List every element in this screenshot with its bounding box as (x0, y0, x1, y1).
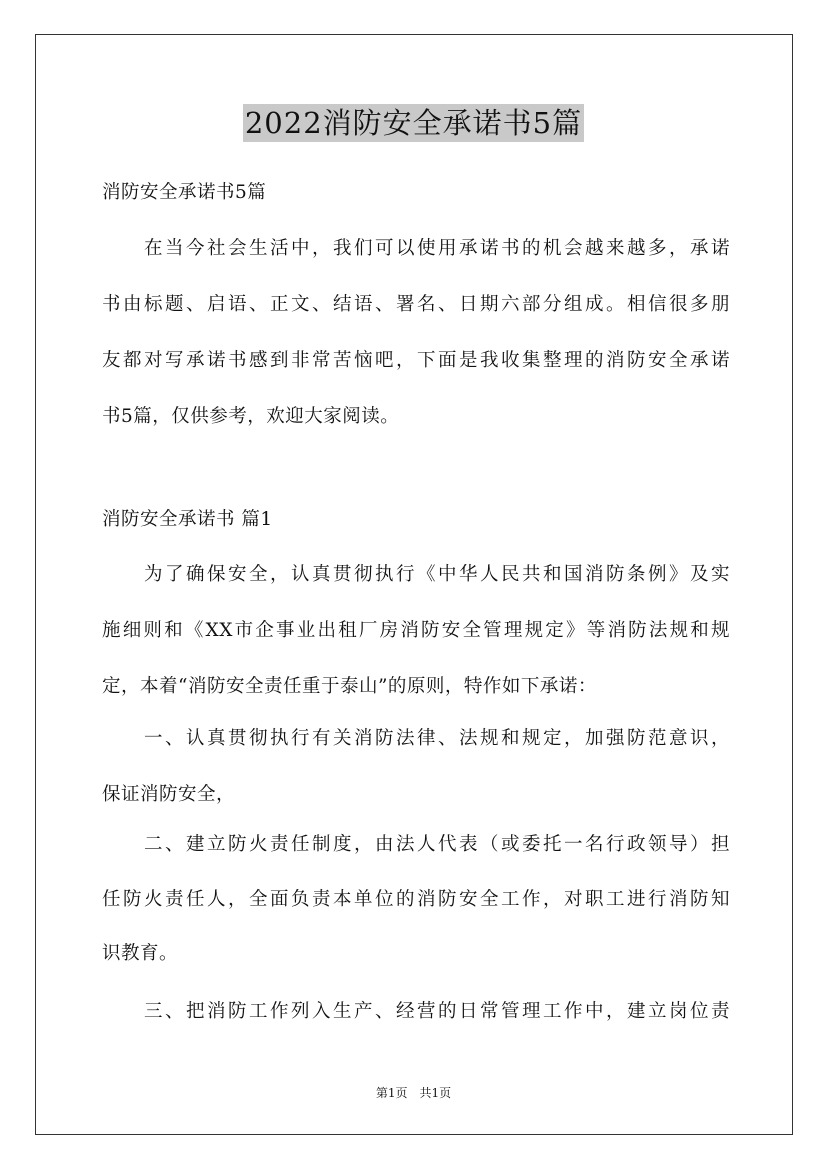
subheading: 消防安全承诺书5篇 (102, 182, 267, 203)
body-line: 为了确保安全，认真贯彻执行《中华人民共和国消防条例》及实 (102, 564, 730, 585)
intro-line: 书5篇，仅供参考，欢迎大家阅读。 (102, 406, 400, 427)
body-line: 三、把消防工作列入生产、经营的日常管理工作中，建立岗位责 (102, 1001, 730, 1022)
document-title: 2022消防安全承诺书5篇 (244, 106, 583, 140)
body-line: 定，本着“消防安全责任重于泰山”的原则，特作如下承诺： (102, 676, 597, 697)
body-line: 识教育。 (102, 943, 179, 964)
body-line: 施细则和《XX市企事业出租厂房消防安全管理规定》等消防法规和规 (102, 620, 730, 641)
intro-line: 书由标题、启语、正文、结语、署名、日期六部分组成。相信很多朋 (102, 294, 730, 315)
section-heading: 消防安全承诺书 篇1 (102, 509, 273, 530)
title-block (0, 104, 827, 142)
body-line: 二、建立防火责任制度，由法人代表（或委托一名行政领导）担 (102, 834, 730, 855)
intro-line: 在当今社会生活中，我们可以使用承诺书的机会越来越多，承诺 (102, 238, 730, 259)
intro-line: 友都对写承诺书感到非常苦恼吧，下面是我收集整理的消防安全承诺 (102, 350, 730, 371)
page-footer: 第1页 共1页 (375, 1086, 452, 1100)
body-line: 任防火责任人，全面负责本单位的消防安全工作，对职工进行消防知 (102, 889, 730, 910)
body-line: 一、认真贯彻执行有关消防法律、法规和规定，加强防范意识， (102, 728, 730, 749)
body-line: 保证消防安全， (102, 784, 236, 805)
